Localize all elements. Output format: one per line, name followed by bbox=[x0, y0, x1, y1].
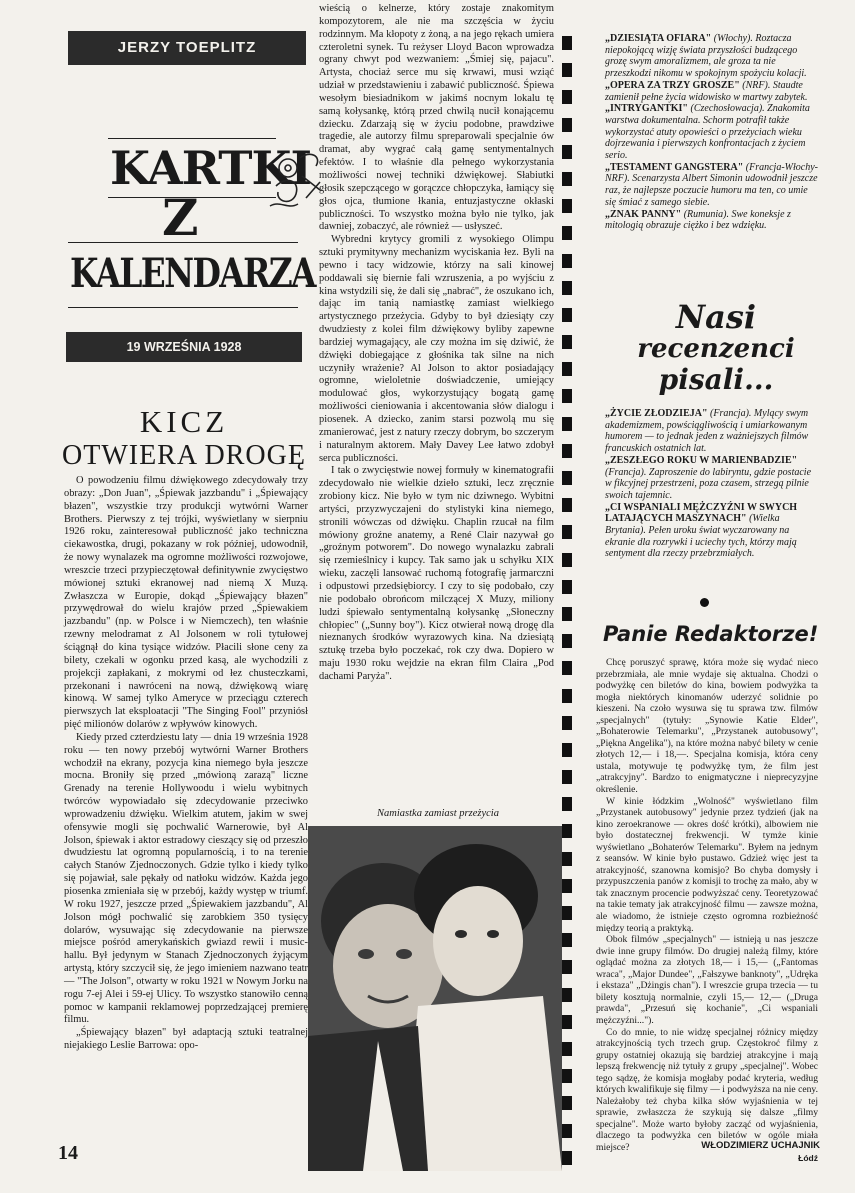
column-title bbox=[66, 138, 315, 308]
letter-paragraph-1: Chcę poruszyć sprawę, która może się wydać nieco przebrzmiała, ale mnie wydaje się aktualna. Chodzi o podwyżkę cen biletów do kina, bowiem podwyżka ta mogła niektórych kinomanów uderzyć solidnie po kieszeni. Na czoło wysuwa się tu sprawa tzw. filmów „specjalnych" (tytuły: „Synowie Katie Elder", „Bohaterowie Telemarku", „Przystanek autobusowy", „Piękna Angelika"), na które można nabyć bilety w cenie złotych 12,— i 18,—. Specjalna komisja, która ceny ustala, motywuje tę podwyżkę tym, że film jest „atrakcyjny". Bardzo to enigmatyczne i nieprecyzyjne określenie. bbox=[596, 657, 818, 796]
column-title-line-2: Z bbox=[162, 188, 199, 247]
letter-paragraph-2: W kinie łódzkim „Wolność" wyświetlano film „Przystanek autobusowy" jedynie przez tydzień (jak na kino zeroekranowe — okres dość krótki), albowiem nie było dostatecznej frekwencji. W tymże kinie wyświetlano „Bohaterów Telemarku". Byłem na jednym z seansów. W kinie było pustawo. Gdzież więc jest ta atrakcyjność, szanowna komisjo? Bo chyba domysły i przypuszczenia panów z komisji to trochę za mało, aby w tak znacznym procencie podwyższać ceny. Teoretyzować na takie tematy jak atrakcyjność filmu — zawsze można, ale wiadomo, że istnieje często ogromna rozbieżność między teorią a praktyką. bbox=[596, 795, 818, 934]
left-paragraph-2: Kiedy przed czterdziestu laty — dnia 19 września 1928 roku — ten nowy przebój wytwórni Warner Brothers wchodził na ekrany, pozycja kina niemego była jeszcze mocna. Broniły się przed „mówioną zarazą" liczne Grenady na terenie Hollywoodu i wielu wybitnych twórców wypowiadało się zdecydowanie przeciwko wprowadzeniu dźwięku. Wielkim atutem, jakim w swej ofensywie mogli się pochwalić Warnerowie, był Al Jolson, śpiewak i aktor estradowy cieszący się od przeszło dwudziestu lat ogromną popularnością, i to na terenie całych Stanów Zjednoczonych. Gdzie tylko i kiedy tylko się pojawiał, sale pękały od natłoku widzów. Każda jego piosenka zmieniała się w przebój, każdy występ w triumf. W roku 1927, jeszcze przed „Śpiewakiem jazzbandu", Al Jolson mógł pochwalić się zarobkiem 350 tysięcy dolarów, wysuwając się zdecydowanie na pierwsze miejsce pośród amerykańskich gwiazd rewii i music-hallu. Był jedynym w Stanach Zjednoczonych żyjącym artystą, który szczycił się, że jego imieniem nazwano teatr — "The Jolson", otwarty w roku 1921 w Nowym Jorku na rogu 7-ej Alei i 59-ej Ulicy. To wszystko stanowiło cenną pomoc w kampanii reklamowej poprzedzającej premierę filmu. bbox=[64, 731, 308, 1026]
review-item: „DZIESIĄTA OFIARA" (Włochy). Roztacza niepokojącą wizję świata przyszłości budzącego grozę swym amoralizmem, ale groza ta nie przeszkodzi nikomu w spokojnym spożyciu kolacji. bbox=[605, 33, 807, 80]
reviews-heading bbox=[636, 300, 796, 396]
column-title-line-1: KARTKI bbox=[110, 141, 311, 195]
photo-caption: Namiastka zamiast przeżycia bbox=[377, 808, 499, 819]
page-number: 14 bbox=[58, 1142, 78, 1164]
letter-paragraph-3: Obok filmów „specjalnych" — istnieją u nas jeszcze dwie inne grupy filmów. Do drugiej należą filmy, które oglądać można za złotych 18,— i 15,— („Fantomas wraca", „Major Dundee", „Fałszywe banknoty", „Udręka i ekstaza" „Dżingis chan"). I wreszcie grupa trzecia — tu bilety kosztują normalnie, czyli 15,— 12,— („Druga prawda", „Przesuń się kochanie", „Ci wspaniali mężczyźni..."). bbox=[596, 934, 818, 1026]
headline-line-2: OTWIERA DROGĘ bbox=[62, 440, 306, 471]
ornament-flourish-icon bbox=[266, 146, 326, 216]
reviews-heading-line-3: pisali... bbox=[658, 363, 774, 396]
date-bar bbox=[66, 332, 302, 362]
review-item: „TESTAMENT GANGSTERA" (Francja-Włochy-NRF). Scenarzysta Albert Simonin udowodnił jeszcze raz, że najlepsze poczucie humoru ma ten, co umie się śmiać z samego siebie. bbox=[605, 161, 818, 208]
reviews-heading-line-1: Nasi bbox=[675, 298, 757, 336]
reviews-top bbox=[605, 33, 819, 232]
middle-column bbox=[319, 3, 554, 798]
film-strip-divider bbox=[562, 36, 572, 1178]
letter-city: Łódź bbox=[798, 1153, 818, 1163]
date-text: 19 WRZEŚNIA 1928 bbox=[126, 340, 242, 354]
letter-heading: Panie Redaktorze! bbox=[603, 622, 819, 646]
author-bar bbox=[68, 31, 306, 65]
middle-paragraph-1: wieścią o kelnerze, który zostaje znakomitym kompozytorem, ale nie ma szczęścia w życiu rodzinnym. Ma kłopoty z żoną, a na jego rękach umiera czteroletni synek. Tu reżyser Lloyd Bacon wprowadza ograny chwyt pod wezwaniem: „Śmiej się, pajacu". Artysta, chociaż serce mu się krwawi, musi wziąć udział w przedstawieniu i zabawić publiczność. Śpiewa wesołym biesiadnikom w jakimś nocnym lokalu tę samą kołysankę, którą przed chwilą nucił konającemu dziecku. Zdarzają się w życiu podobne, prawdziwe tragedie, ale autorzy filmu spreparowali specjalnie ów dramat, aby wygrać całą gamę sentymentalnych efektów. I to właśnie dla pełnego wykorzystania możliwości nowej techniki dźwiękowej. Słabiutki głosik szepczącego w gorączce chłopczyka, łamiący się głos ojca, tłumione łkania, entuzjastyczne okłaski publiczności. To wszystko można było nie tylko, jak dawniej, zobaczyć, ale również — usłyszeć. bbox=[319, 3, 554, 233]
bullet-separator bbox=[700, 598, 709, 607]
middle-paragraph-2: Wybredni krytycy gromili z wysokiego Olimpu sztuki prymitywny mechanizm wyciskania łez. Byli na pewno i tacy widzowie, którzy na sali kinowej poddawali się biernie fali wzruszenia, a po wyjściu z kina wstydzili się, że dali się „nabrać", że oszukano ich, dając im tanią namiastkę zamiast wielkiego artystycznego przeżycia. Gdyby to był dziesiąty czy dwudziesty z kolei film dźwiękowy byliby zapewne bardziej wymagający, ale czy można im się dziwić, że dźwięki dobiegające z głośnika tak silne na nich uczyniły wrażenie? Al Jolson to aktor posiadający ogromne, wieloletnie doświadczenie, umiejący modulować głos, wykorzystujący bogatą gamę możliwości cieniowania i akcentowania słów dialogu i piosenek. A dziecko, zanim starsi pozwolą mu się zmanierować, jest z natury rzeczy dobrym, bo szczerym i naturalnym aktorem. Mały Davey Lee łatwo zdobył serca publiczności. bbox=[319, 234, 554, 464]
review-item: „ŻYCIE ZŁODZIEJA" (Francja). Mylący swym akademizmem, powściągliwością i umiarkowanym humorem — to jednak jeden z ważniejszych filmów francuskich ostatnich lat. bbox=[605, 408, 809, 455]
review-item: „INTRYGANTKI" (Czechosłowacja). Znakomita warstwa dokumentalna. Schorm potrafił także wykorzystać atuty opowieści o przeżyciach wieku dojrzewania i pierwszych konfrontacjach z życiem serio. bbox=[605, 103, 810, 162]
review-item: „ZNAK PANNY" (Rumunia). Swe koneksje z mitologią obrazuje ciężko i bez wdzięku. bbox=[605, 208, 791, 232]
film-still-photo bbox=[308, 826, 562, 1171]
headline-line-1: KICZ bbox=[139, 404, 229, 439]
reviews-heading-line-2: recenzenci bbox=[637, 334, 795, 364]
left-column bbox=[64, 475, 308, 1165]
reviews-bottom bbox=[605, 408, 819, 560]
review-item: „ZESZŁEGO ROKU W MARIENBADZIE" (Francja). Zaproszenie do labiryntu, gdzie postacie w fikcyjnej przestrzeni, poza czasem, strzegą pilnie swoich tajemnic. bbox=[605, 454, 812, 501]
review-item: „CI WSPANIALI MĘŻCZYŹNI W SWYCH LATAJĄCYCH MASZYNACH" (Wielka Brytania). Pełen uroku świat wyczarowany na ekranie dla rozrywki i uciechy tych, którzy mają sentyment dla rzeczy przebrzmiałych. bbox=[605, 501, 798, 560]
author-name: JERZY TOEPLITZ bbox=[117, 39, 257, 56]
letter-signature: WŁODZIMIERZ UCHAJNIK bbox=[701, 1140, 820, 1151]
headline bbox=[60, 405, 308, 473]
letter-paragraph-4: Co do mnie, to nie widzę specjalnej różnicy między atrakcyjnością tych trzech grup. Częstokroć filmy z grupy ostatniej okazują się bardziej atrakcyjne i mają lepszą frekwencję niż tytuły z grupy „specjalnej". Wobec tego sądzę, że komisja mogłaby podać kryteria, według których kwalifikuje się filmy — i podwyższa na nie ceny. Należałoby też chyba kilka słów wyjaśnienia w tej sprawie, zwłaszcza że szykują się dalsze „filmy specjalne". Może warto byłoby zacząć od wyjaśnienia, dlaczego ta podwyżka cen biletów w ogóle miała miejsce? bbox=[596, 1026, 818, 1153]
middle-paragraph-3: I tak o zwycięstwie nowej formuły w kinematografii zdecydowało nie wielkie dzieło sztuki, lecz zręcznie zrobiony kicz. Nie było w tym nic dziwnego. Wybitni artyści, przyzwyczajeni do stylistyki kina niemego, stronili wówczas od dźwięku. Chaplin rzucał na film mówiony groźne anatemy, a René Clair nazywał go „groźnym potworem". Do nowego wynalazku zabrali się rzemieślnicy i kupcy. Tak samo jak u schyłku XIX wieku, zaczęli lansować ruchomą fotografię jarmarczni i odpustowi przedsiębiorcy. I czy to się podobało, czy nie podobało obrońcom milczącej X Muzy, miliony ludzi śpiewało sentymentalną kołysankę „Słoneczny chłopiec" („Sunny boy"). Kicz otwierał nową drogę dla nieznanych środków wyrazowych kina. Na dziesiątą sztukę trzeba było poczekać, rok czy dwa. Dopiero w maju 1930 roku wejdzie na ekran film Claira „Pod dachami Paryża". bbox=[319, 465, 554, 682]
left-paragraph-3: „Śpiewający błazen" był adaptacją sztuki teatralnej niejakiego Leslie Barrowa: opo- bbox=[64, 1027, 308, 1052]
column-title-line-3: KALENDARZA bbox=[70, 250, 315, 297]
review-item: „OPERA ZA TRZY GROSZE" (NRF). Staudte zamienił pełne życia widowisko w martwy zabytek. bbox=[605, 79, 808, 103]
left-paragraph-1: O powodzeniu filmu dźwiękowego zdecydowały trzy obrazy: „Don Juan", „Śpiewak jazzbandu" i „Śpiewający błazen", wszystkie trzy produkcji wytwórni Warner Brothers. Pierwszy z tej trójki, wyświetlany w sierpniu 1926 roku, zainteresował publiczność jako techniczna ciekawostka, drugi, pokazany w rok później, udowodnił, że nowy wynalazek ma ogromne możliwości rozwojowe, wreszcie trzeci przypieczętował definitywnie zwycięstwo mówionej sztuki ekranowej nad niemą X Muzą. Zwłaszcza w Europie, dokąd „Śpiewający błazen" przywędrował do wielu krajów przed „Śpiewakiem jazzbandu" (np. w Polsce i w Niemczech), ten właśnie rzewny melodramat z Al Jolsonem w roli tytułowej ściągnął do kina tysiące widzów. Płacili słone ceny za bilety, czekali w ogonku przed kasą, ale wychodzili z projekcji zapłakani, z mokrymi od łez chusteczkami, przekonani i nawróceni na nową, dźwiękową wiarę kinową. W samej tylko Ameryce w przeciągu czterech pierwszych lat eksploatacji "The Singing Fool" przyniósł pięć milionów dolarów z wpływów kinowych. bbox=[64, 475, 308, 731]
